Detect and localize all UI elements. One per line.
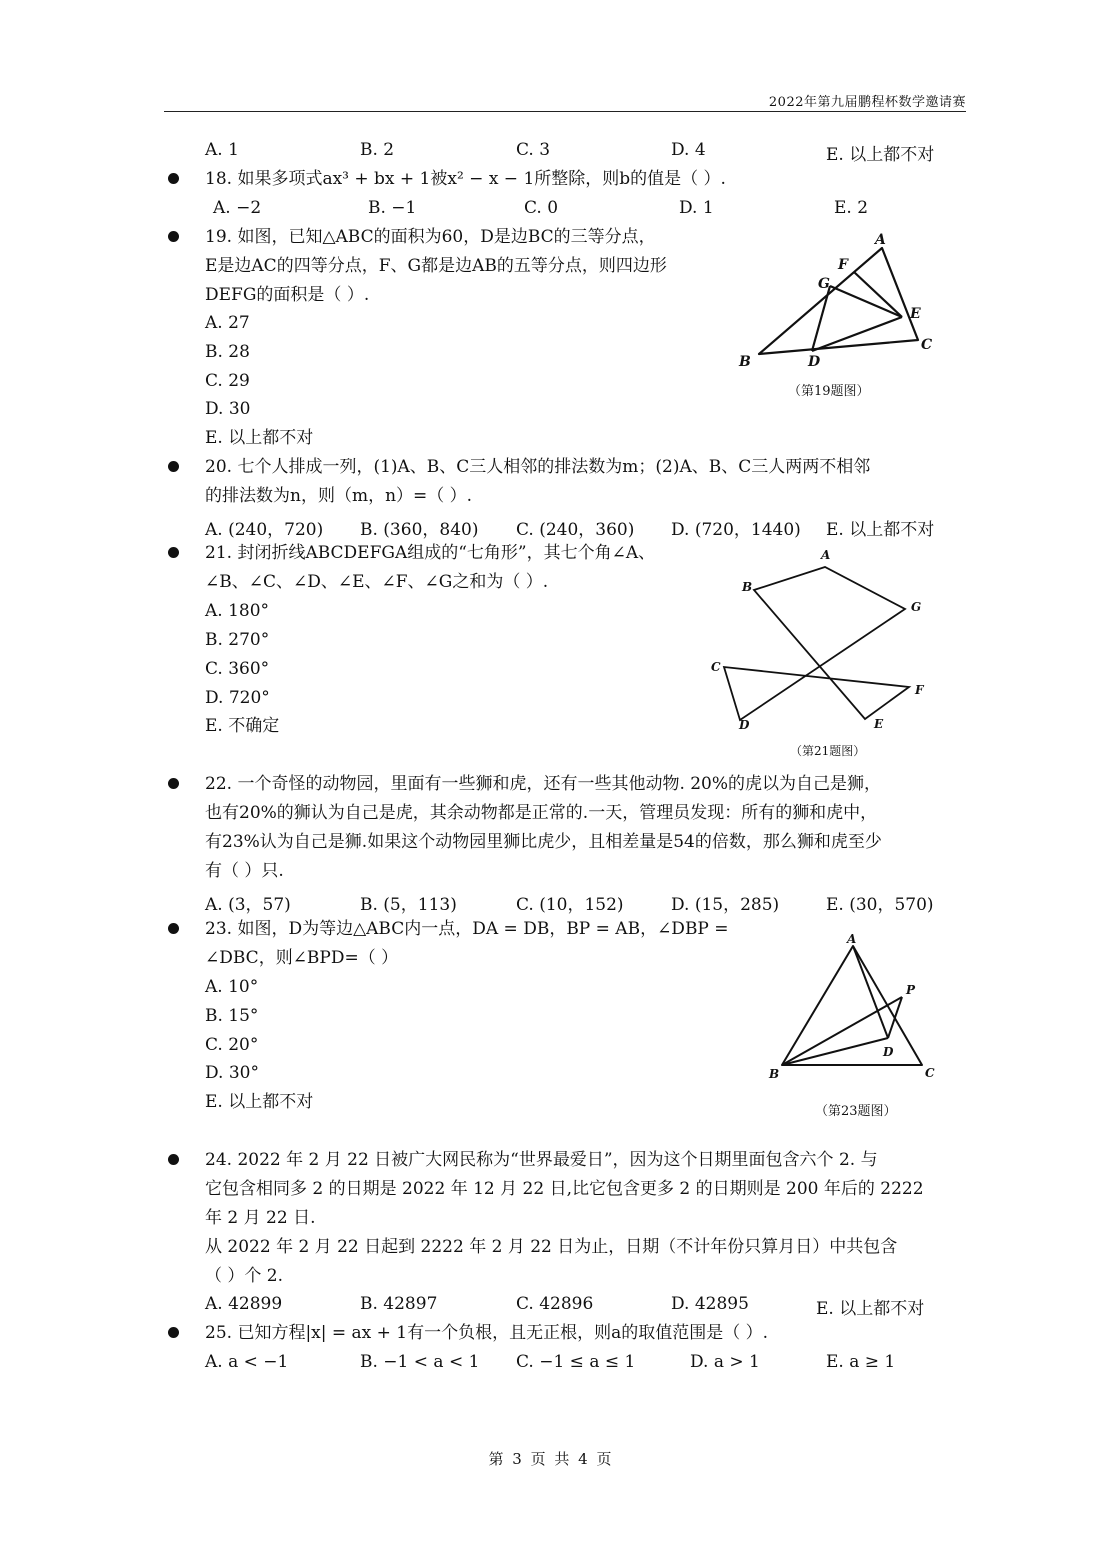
label-f: F (915, 683, 924, 697)
q23-line-1: 23. 如图，D为等边△ABC内一点，DA = DB，BP = AB，∠DBP = (205, 919, 729, 939)
label-a: A (847, 932, 857, 946)
q20-line-2: 的排法数为n，则（m，n）=（ ）. (205, 486, 473, 506)
q20-bullet (168, 461, 179, 472)
option-c: C. (240，360) (516, 520, 635, 540)
q24-bullet (168, 1154, 179, 1165)
header-rule (164, 111, 966, 112)
option-b: B. −1 (368, 198, 417, 218)
label-g: G (818, 276, 830, 292)
option-c: C. (10，152) (516, 895, 624, 915)
option-d: D. (720，1440) (671, 520, 801, 540)
option-d: D. 1 (679, 198, 714, 218)
q23-bullet (168, 923, 179, 934)
option-c: C. −1 ≤ a ≤ 1 (516, 1352, 636, 1372)
q25-bullet (168, 1327, 179, 1338)
q23-figure (760, 928, 950, 1088)
q19-option-a: A. 27 (205, 313, 250, 333)
q19-option-b: B. 28 (205, 342, 250, 362)
q20-options (205, 515, 965, 540)
option-d: D. (15，285) (671, 895, 780, 915)
option-e: E. (30，570) (826, 895, 934, 915)
label-c: C (921, 337, 933, 353)
q22-line-4: 有（ ）只. (205, 861, 284, 881)
label-b: B (739, 354, 751, 370)
q21-option-c: C. 360° (205, 659, 270, 679)
label-d: D (883, 1045, 894, 1059)
label-a: A (821, 548, 831, 562)
q24-line-4: 从 2022 年 2 月 22 日起到 2222 年 2 月 22 日为止，日期（不计年份只算月日）中共包含 (205, 1237, 898, 1257)
option-a: A. (3，57) (205, 895, 291, 915)
option-d: D. 42895 (671, 1294, 749, 1314)
label-d: D (739, 718, 750, 732)
segment-bd (782, 1038, 888, 1065)
q23-line-2: ∠DBC，则∠BPD=（ ） (205, 948, 399, 968)
option-a: A. −2 (213, 198, 262, 218)
q22-options (205, 890, 965, 915)
page-footer: 第 3 页 共 4 页 (488, 1450, 614, 1468)
label-a: A (875, 232, 886, 248)
q21-bullet (168, 547, 179, 558)
segment-dg (812, 286, 830, 351)
label-c: C (925, 1066, 935, 1080)
option-a: A. 1 (205, 140, 239, 160)
q21-line-1: 21. 封闭折线ABCDEFGA组成的“七角形”，其七个角∠A、 (205, 543, 656, 563)
q21-option-e: E. 不确定 (205, 716, 280, 736)
q19-option-e: E. 以上都不对 (205, 428, 314, 448)
q24-line-2: 它包含相同多 2 的日期是 2022 年 12 月 22 日,比它包含更多 2 的日期则是 200 年后的 2222 (205, 1179, 924, 1199)
q22-line-3: 有23%认为自己是狮.如果这个动物园里狮比虎少，且相差量是54的倍数，那么狮和虎至少 (205, 832, 882, 852)
q23-option-a: A. 10° (205, 977, 259, 997)
q20-line-1: 20. 七个人排成一列，(1)A、B、C三人相邻的排法数为m；(2)A、B、C三人两两不相邻 (205, 457, 871, 477)
q21-option-b: B. 270° (205, 630, 270, 650)
q19-figure (730, 228, 950, 373)
label-f: F (838, 257, 848, 273)
label-g: G (911, 600, 922, 614)
label-d: D (808, 354, 821, 370)
label-c: C (711, 660, 721, 674)
header-title: 2022年第九届鹏程杯数学邀请赛 (768, 95, 966, 110)
label-e: E (910, 306, 921, 322)
q21-option-a: A. 180° (205, 601, 270, 621)
option-c: C. 42896 (516, 1294, 594, 1314)
option-b: B. (360，840) (360, 520, 479, 540)
label-e: E (874, 717, 884, 731)
option-b: B. −1 < a < 1 (360, 1352, 480, 1372)
q19-option-d: D. 30 (205, 399, 251, 419)
option-a: A. (240，720) (205, 520, 324, 540)
option-e: E. 以上都不对 (826, 145, 935, 165)
q19-bullet (168, 231, 179, 242)
option-e: E. 以上都不对 (816, 1299, 925, 1319)
option-e: E. 2 (834, 198, 869, 218)
q17-options (205, 140, 965, 165)
option-c: C. 0 (524, 198, 559, 218)
q23-option-c: C. 20° (205, 1035, 259, 1055)
q19-line-2: E是边AC的四等分点，F、G都是边AB的五等分点，则四边形 (205, 256, 667, 276)
option-a: A. a < −1 (205, 1352, 289, 1372)
q21-option-d: D. 720° (205, 688, 270, 708)
q18-bullet (168, 173, 179, 184)
q21-caption: （第21题图） (790, 744, 866, 758)
option-b: B. 42897 (360, 1294, 438, 1314)
q23-option-e: E. 以上都不对 (205, 1092, 314, 1112)
segment-ad (853, 946, 888, 1038)
label-p: P (906, 983, 916, 997)
option-e: E. 以上都不对 (826, 520, 935, 540)
q24-line-3: 年 2 月 22 日. (205, 1208, 316, 1228)
q24-line-5: （ ）个 2. (205, 1266, 284, 1286)
q22-line-1: 22. 一个奇怪的动物园，里面有一些狮和虎，还有一些其他动物. 20%的虎以为自己是狮， (205, 774, 882, 794)
q25-options (205, 1352, 965, 1372)
q24-options (205, 1294, 965, 1319)
q23-caption: （第23题图） (815, 1104, 897, 1119)
q24-line-1: 24. 2022 年 2 月 22 日被广大网民称为“世界最爱日”，因为这个日期里面包含六个 2. 与 (205, 1150, 878, 1170)
q21-figure (700, 542, 940, 740)
q19-line-1: 19. 如图，已知△ABC的面积为60，D是边BC的三等分点， (205, 227, 656, 247)
label-b: B (742, 580, 753, 594)
q23-option-b: B. 15° (205, 1006, 259, 1026)
option-a: A. 42899 (205, 1294, 283, 1314)
q18-text: 18. 如果多项式ax³ + bx + 1被x² − x − 1所整除，则b的值是（ ）. (205, 169, 726, 189)
option-e: E. a ≥ 1 (826, 1352, 896, 1372)
option-d: D. a > 1 (690, 1352, 760, 1372)
q23-option-d: D. 30° (205, 1063, 259, 1083)
q19-line-3: DEFG的面积是（ ）. (205, 285, 370, 305)
q19-option-c: C. 29 (205, 371, 250, 391)
q21-line-2: ∠B、∠C、∠D、∠E、∠F、∠G之和为（ ）. (205, 572, 549, 592)
q25-text: 25. 已知方程|x| = ax + 1有一个负根，且无正根，则a的取值范围是（ ）. (205, 1323, 769, 1343)
option-b: B. 2 (360, 140, 395, 160)
q19-caption: （第19题图） (788, 384, 870, 399)
q18-options (213, 198, 973, 218)
q22-line-2: 也有20%的狮认为自己是虎，其余动物都是正常的.一天，管理员发现：所有的狮和虎中， (205, 803, 878, 823)
option-d: D. 4 (671, 140, 706, 160)
q22-bullet (168, 778, 179, 789)
segment-ge (830, 286, 902, 317)
label-b: B (769, 1067, 780, 1081)
option-b: B. (5，113) (360, 895, 457, 915)
option-c: C. 3 (516, 140, 551, 160)
